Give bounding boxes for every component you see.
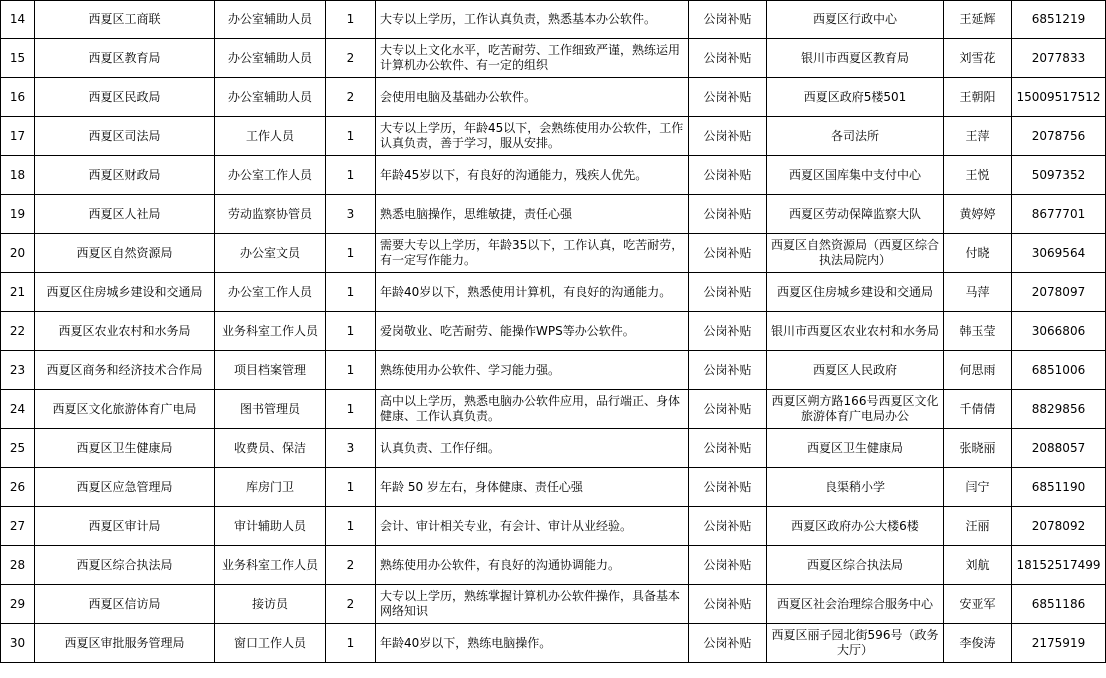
headcount-cell: 1 — [326, 117, 376, 156]
workplace-cell: 西夏区卫生健康局 — [767, 429, 944, 468]
employer-cell: 西夏区自然资源局 — [35, 234, 215, 273]
workplace-cell: 银川市西夏区教育局 — [767, 39, 944, 78]
contact-person-cell: 张晓丽 — [944, 429, 1012, 468]
workplace-cell: 西夏区朔方路166号西夏区文化旅游体育广电局办公 — [767, 390, 944, 429]
workplace-cell: 西夏区住房城乡建设和交通局 — [767, 273, 944, 312]
subsidy-cell: 公岗补贴 — [689, 312, 767, 351]
position-cell: 办公室文员 — [215, 234, 326, 273]
position-cell: 办公室辅助人员 — [215, 39, 326, 78]
table-row — [1, 390, 1106, 429]
headcount-cell: 1 — [326, 624, 376, 663]
row-number: 19 — [1, 195, 35, 234]
headcount-cell: 1 — [326, 507, 376, 546]
employer-cell: 西夏区住房城乡建设和交通局 — [35, 273, 215, 312]
phone-cell: 5097352 — [1012, 156, 1106, 195]
employer-cell: 西夏区综合执法局 — [35, 546, 215, 585]
phone-cell: 6851190 — [1012, 468, 1106, 507]
row-number: 30 — [1, 624, 35, 663]
table-row — [1, 429, 1106, 468]
requirements-cell: 认真负责、工作仔细。 — [376, 429, 689, 468]
position-cell: 审计辅助人员 — [215, 507, 326, 546]
row-number: 21 — [1, 273, 35, 312]
headcount-cell: 1 — [326, 390, 376, 429]
employer-cell: 西夏区农业农村和水务局 — [35, 312, 215, 351]
workplace-cell: 西夏区国库集中支付中心 — [767, 156, 944, 195]
workplace-cell: 西夏区综合执法局 — [767, 546, 944, 585]
workplace-cell: 西夏区社会治理综合服务中心 — [767, 585, 944, 624]
requirements-cell: 高中以上学历，熟悉电脑办公软件应用，品行端正、身体健康、工作认真负责。 — [376, 390, 689, 429]
subsidy-cell: 公岗补贴 — [689, 273, 767, 312]
table-row — [1, 78, 1106, 117]
subsidy-cell: 公岗补贴 — [689, 156, 767, 195]
requirements-cell: 年龄45岁以下，有良好的沟通能力，残疾人优先。 — [376, 156, 689, 195]
table-row — [1, 117, 1106, 156]
employer-cell: 西夏区信访局 — [35, 585, 215, 624]
contact-person-cell: 汪丽 — [944, 507, 1012, 546]
subsidy-cell: 公岗补贴 — [689, 390, 767, 429]
employer-cell: 西夏区人社局 — [35, 195, 215, 234]
table-row — [1, 468, 1106, 507]
requirements-cell: 大专以上学历，工作认真负责，熟悉基本办公软件。 — [376, 1, 689, 39]
employer-cell: 西夏区审计局 — [35, 507, 215, 546]
contact-person-cell: 马萍 — [944, 273, 1012, 312]
table-row — [1, 273, 1106, 312]
subsidy-cell: 公岗补贴 — [689, 39, 767, 78]
workplace-cell: 西夏区自然资源局（西夏区综合执法局院内） — [767, 234, 944, 273]
table-row — [1, 624, 1106, 663]
contact-person-cell: 闫宁 — [944, 468, 1012, 507]
position-cell: 办公室辅助人员 — [215, 1, 326, 39]
table-row — [1, 312, 1106, 351]
contact-person-cell: 付晓 — [944, 234, 1012, 273]
requirements-cell: 会计、审计相关专业，有会计、审计从业经验。 — [376, 507, 689, 546]
requirements-cell: 大专以上文化水平，吃苦耐劳、工作细致严谨，熟练运用计算机办公软件、有一定的组织 — [376, 39, 689, 78]
row-number: 14 — [1, 1, 35, 39]
phone-cell: 2078097 — [1012, 273, 1106, 312]
table-row — [1, 156, 1106, 195]
contact-person-cell: 李俊涛 — [944, 624, 1012, 663]
employer-cell: 西夏区教育局 — [35, 39, 215, 78]
table-row — [1, 507, 1106, 546]
phone-cell: 2175919 — [1012, 624, 1106, 663]
contact-person-cell: 王延辉 — [944, 1, 1012, 39]
row-number: 28 — [1, 546, 35, 585]
employer-cell: 西夏区应急管理局 — [35, 468, 215, 507]
table-row — [1, 195, 1106, 234]
position-cell: 库房门卫 — [215, 468, 326, 507]
row-number: 29 — [1, 585, 35, 624]
row-number: 27 — [1, 507, 35, 546]
subsidy-cell: 公岗补贴 — [689, 234, 767, 273]
position-cell: 办公室辅助人员 — [215, 78, 326, 117]
headcount-cell: 1 — [326, 351, 376, 390]
position-cell: 收费员、保洁 — [215, 429, 326, 468]
position-cell: 窗口工作人员 — [215, 624, 326, 663]
phone-cell: 15009517512 — [1012, 78, 1106, 117]
headcount-cell: 2 — [326, 585, 376, 624]
contact-person-cell: 刘航 — [944, 546, 1012, 585]
headcount-cell: 3 — [326, 429, 376, 468]
workplace-cell: 西夏区丽子园北街596号（政务大厅） — [767, 624, 944, 663]
requirements-cell: 熟悉电脑操作，思维敏捷，责任心强 — [376, 195, 689, 234]
row-number: 18 — [1, 156, 35, 195]
contact-person-cell: 刘雪花 — [944, 39, 1012, 78]
headcount-cell: 1 — [326, 273, 376, 312]
headcount-cell: 1 — [326, 1, 376, 39]
row-number: 16 — [1, 78, 35, 117]
phone-cell: 6851219 — [1012, 1, 1106, 39]
requirements-cell: 熟练使用办公软件，有良好的沟通协调能力。 — [376, 546, 689, 585]
phone-cell: 8829856 — [1012, 390, 1106, 429]
headcount-cell: 1 — [326, 234, 376, 273]
employer-cell: 西夏区工商联 — [35, 1, 215, 39]
contact-person-cell: 黄婷婷 — [944, 195, 1012, 234]
subsidy-cell: 公岗补贴 — [689, 1, 767, 39]
contact-person-cell: 安亚军 — [944, 585, 1012, 624]
position-cell: 办公室工作人员 — [215, 273, 326, 312]
table-row — [1, 351, 1106, 390]
position-cell: 工作人员 — [215, 117, 326, 156]
requirements-cell: 年龄40岁以下，熟悉使用计算机，有良好的沟通能力。 — [376, 273, 689, 312]
position-cell: 项目档案管理 — [215, 351, 326, 390]
contact-person-cell: 千倩倩 — [944, 390, 1012, 429]
contact-person-cell: 王朝阳 — [944, 78, 1012, 117]
headcount-cell: 3 — [326, 195, 376, 234]
workplace-cell: 西夏区行政中心 — [767, 1, 944, 39]
table-row — [1, 546, 1106, 585]
position-cell: 办公室工作人员 — [215, 156, 326, 195]
phone-cell: 6851006 — [1012, 351, 1106, 390]
workplace-cell: 良渠稍小学 — [767, 468, 944, 507]
phone-cell: 18152517499 — [1012, 546, 1106, 585]
phone-cell: 3069564 — [1012, 234, 1106, 273]
requirements-cell: 年龄40岁以下，熟练电脑操作。 — [376, 624, 689, 663]
workplace-cell: 西夏区政府办公大楼6楼 — [767, 507, 944, 546]
workplace-cell: 西夏区政府5楼501 — [767, 78, 944, 117]
requirements-cell: 大专以上学历，年龄45以下，会熟练使用办公软件，工作认真负责，善于学习，服从安排。 — [376, 117, 689, 156]
subsidy-cell: 公岗补贴 — [689, 78, 767, 117]
row-number: 25 — [1, 429, 35, 468]
headcount-cell: 2 — [326, 39, 376, 78]
phone-cell: 8677701 — [1012, 195, 1106, 234]
position-cell: 业务科室工作人员 — [215, 546, 326, 585]
headcount-cell: 2 — [326, 546, 376, 585]
workplace-cell: 银川市西夏区农业农村和水务局 — [767, 312, 944, 351]
subsidy-cell: 公岗补贴 — [689, 195, 767, 234]
requirements-cell: 会使用电脑及基础办公软件。 — [376, 78, 689, 117]
employer-cell: 西夏区审批服务管理局 — [35, 624, 215, 663]
subsidy-cell: 公岗补贴 — [689, 351, 767, 390]
position-cell: 接访员 — [215, 585, 326, 624]
phone-cell: 3066806 — [1012, 312, 1106, 351]
subsidy-cell: 公岗补贴 — [689, 546, 767, 585]
headcount-cell: 2 — [326, 78, 376, 117]
table-body — [1, 1, 1106, 663]
headcount-cell: 1 — [326, 312, 376, 351]
phone-cell: 6851186 — [1012, 585, 1106, 624]
row-number: 23 — [1, 351, 35, 390]
workplace-cell: 西夏区劳动保障监察大队 — [767, 195, 944, 234]
workplace-cell: 各司法所 — [767, 117, 944, 156]
subsidy-cell: 公岗补贴 — [689, 624, 767, 663]
row-number: 22 — [1, 312, 35, 351]
phone-cell: 2088057 — [1012, 429, 1106, 468]
row-number: 20 — [1, 234, 35, 273]
table-row — [1, 585, 1106, 624]
subsidy-cell: 公岗补贴 — [689, 468, 767, 507]
workplace-cell: 西夏区人民政府 — [767, 351, 944, 390]
table-row — [1, 39, 1106, 78]
contact-person-cell: 王悦 — [944, 156, 1012, 195]
headcount-cell: 1 — [326, 468, 376, 507]
table-row — [1, 234, 1106, 273]
requirements-cell: 爱岗敬业、吃苦耐劳、能操作WPS等办公软件。 — [376, 312, 689, 351]
requirements-cell: 熟练使用办公软件、学习能力强。 — [376, 351, 689, 390]
row-number: 15 — [1, 39, 35, 78]
subsidy-cell: 公岗补贴 — [689, 507, 767, 546]
subsidy-cell: 公岗补贴 — [689, 585, 767, 624]
employer-cell: 西夏区民政局 — [35, 78, 215, 117]
requirements-cell: 大专以上学历，熟练掌握计算机办公软件操作，具备基本网络知识 — [376, 585, 689, 624]
phone-cell: 2078756 — [1012, 117, 1106, 156]
row-number: 24 — [1, 390, 35, 429]
row-number: 17 — [1, 117, 35, 156]
position-cell: 劳动监察协管员 — [215, 195, 326, 234]
phone-cell: 2078092 — [1012, 507, 1106, 546]
employer-cell: 西夏区商务和经济技术合作局 — [35, 351, 215, 390]
requirements-cell: 年龄 50 岁左右，身体健康、责任心强 — [376, 468, 689, 507]
employer-cell: 西夏区财政局 — [35, 156, 215, 195]
phone-cell: 2077833 — [1012, 39, 1106, 78]
position-cell: 图书管理员 — [215, 390, 326, 429]
table-row — [1, 1, 1106, 39]
position-cell: 业务科室工作人员 — [215, 312, 326, 351]
contact-person-cell: 王萍 — [944, 117, 1012, 156]
row-number: 26 — [1, 468, 35, 507]
subsidy-cell: 公岗补贴 — [689, 117, 767, 156]
contact-person-cell: 韩玉莹 — [944, 312, 1012, 351]
contact-person-cell: 何思雨 — [944, 351, 1012, 390]
subsidy-cell: 公岗补贴 — [689, 429, 767, 468]
employer-cell: 西夏区卫生健康局 — [35, 429, 215, 468]
requirements-cell: 需要大专以上学历，年龄35以下，工作认真，吃苦耐劳，有一定写作能力。 — [376, 234, 689, 273]
headcount-cell: 1 — [326, 156, 376, 195]
employer-cell: 西夏区文化旅游体育广电局 — [35, 390, 215, 429]
employer-cell: 西夏区司法局 — [35, 117, 215, 156]
